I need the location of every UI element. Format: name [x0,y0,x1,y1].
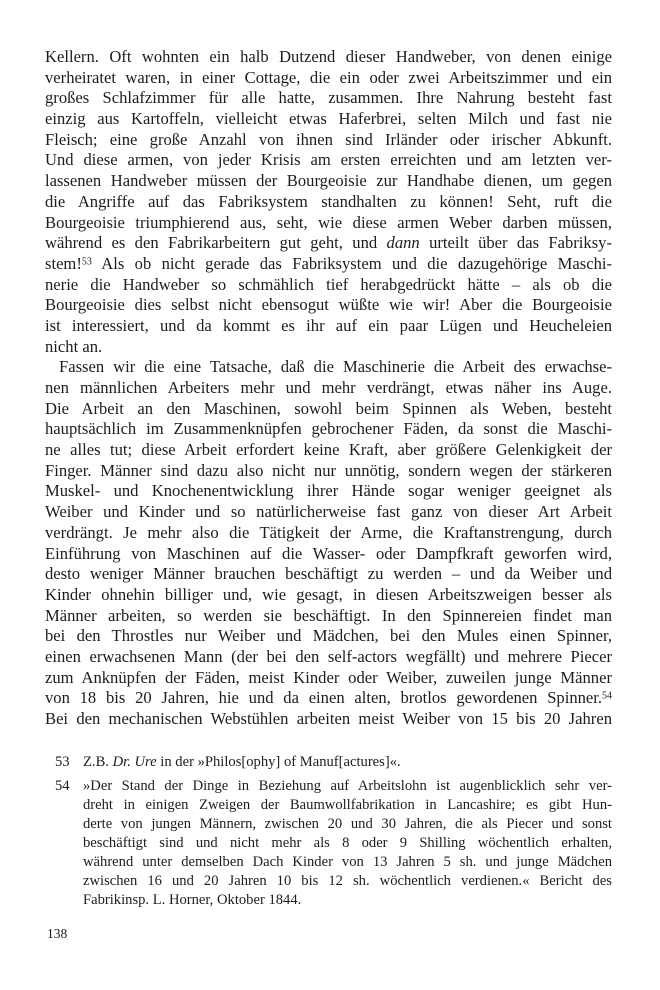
text-line: Kellern. Oft wohnten ein halb Dutzend dieser Handweber, von denen einige [45,47,612,66]
text-line: Fleisch; eine große Anzahl von ihnen sind Irländer oder irischer Abkunft. [45,129,612,149]
footnote-text [83,753,612,772]
body-text [45,47,612,730]
footnote-section [45,753,612,910]
text-line: zum Anknüpfen der Fäden, meist Kinder oder Weiber, zuweilen junge Männer [45,667,612,687]
text-line: Und diese armen, von jeder Krisis am ersten erreichten und am letzten ver- [45,150,612,170]
footnote-item [45,777,612,910]
text-line: Die Arbeit an den Maschinen, sowohl beim Spinnen als Weben, besteht [45,398,612,418]
text-line: Einführung von Maschinen auf die Wasser- oder Dampfkraft geworfen wird, [45,543,612,563]
text-line: zwischen 16 und 20 Jahren 10 bis 12 sh. wöchentlich verdienen.« Bericht des [83,873,612,889]
text-line: von 18 bis 20 Jahren, hie und da einen alten, brotlos gewordenen Spinner.$^{54}$ [45,688,612,708]
text-line: einzig aus Kartoffeln, vielleicht etwas Haferbrei, selten Milch und fast nie [45,109,612,129]
text-line: beschäftigt sind und nicht mehr als 8 oder 9 Shilling wöchentlich erhalten, [83,835,612,851]
text-line: großes Schlafzimmer für alle hatte, zusammen. Ihre Nahrung besteht fast [45,88,612,108]
text-line: stem!$^{53}$ Als ob nicht gerade das Fabriksystem und die dazugehörige Maschi- [45,253,612,273]
text-line: ist interessiert, und da kommt es ihr auf ein paar Lügen und Heucheleien [45,315,612,335]
text-line: nerie die Handweber so schmählich tief herabgedrückt hätte – als ob die [45,274,612,294]
footnote-number: 54 [55,778,70,794]
text-line: nen männlichen Arbeiters mehr und mehr verdrängt, etwas näher ins Auge. [45,378,612,397]
text-line: bei den Throstles nur Weiber und Mädchen, bei den Mules einen Spinner, [45,626,612,646]
page-number: 138 [47,926,68,941]
footnote-text [83,777,612,910]
paragraph [45,357,612,729]
text-line: Fabrikinsp. L. Horner, Oktober 1844. [83,892,302,908]
text-line: dreht in einigen Zweigen der Baumwollfabrikation in Lancashire; es gibt Hun- [83,797,612,813]
paragraph [45,47,612,357]
text-line: desto weniger Männer brauchen beschäftigt zu werden – und da Weiber und [45,564,612,584]
text-line: »Der Stand der Dinge in Beziehung auf Arbeitslohn ist augenblicklich sehr ver- [83,778,612,794]
text-line: Männer arbeiten, so werden sie beschäftigt. In den Spinnereien findet man [45,605,612,625]
text-line: Z.B. Dr. Ure in der »Philos[ophy] of Manuf[actures]«. [83,754,401,770]
text-line: Kinder ohnehin billiger und, wie gesagt, in diesen Arbeitszweigen besser als [45,584,612,604]
footnote-number: 53 [55,754,70,770]
text-line: ne alles tut; diese Arbeit erfordert keine Kraft, aber größere Gelenkigkeit der [45,440,612,460]
text-line: verheiratet waren, in einer Cottage, die ein oder zwei Arbeitszimmer und ein [45,67,612,87]
text-line: einen erwachsenen Mann (der bei den self-actors wegfällt) und mehrere Piecer [45,646,612,666]
text-line: Muskel- und Knochenentwicklung ihrer Hände sogar weniger geeignet als [45,481,612,501]
text-line: Bourgeoisie dies selbst nicht ebensogut wüßte wie wir! Aber die Bourgeoisie [45,295,612,315]
text-line: Bourgeoisie triumphierend aus, seht, wie diese armen Weber darben müssen, [45,212,612,232]
text-line: lassenen Handweber müssen der Bourgeoisie zur Handhabe dienen, um gegen [45,171,612,191]
text-line: während es den Fabrikarbeitern gut geht, und dann urteilt über das Fabriksy- [45,233,612,253]
text-line: nicht an. [45,336,103,356]
text-line: Finger. Männer sind dazu also nicht nur unnötig, sondern wegen der stärkeren [45,460,612,480]
text-line: Weiber und Kinder und so natürlicherweise fast ganz von dieser Art Arbeit [45,502,612,522]
text-line: Fassen wir die eine Tatsache, daß die Maschinerie die Arbeit des erwachse- [59,357,612,377]
text-line: hauptsächlich im Zusammenknüpfen gebrochener Fäden, da sonst die Maschi- [45,419,612,439]
text-line: Bei den mechanischen Webstühlen arbeiten meist Weiber von 15 bis 20 Jahren [45,709,612,728]
text-line: derte von jungen Männern, zwischen 20 und 30 Jahren, die als Piecer und sonst [83,816,612,832]
text-line: die Angriffe auf das Fabriksystem standhalten zu können! Seht, ruft die [45,191,612,211]
text-line: verdrängt. Je mehr also die Tätigkeit der Arme, die Kraftanstrengung, durch [45,522,612,542]
text-line: während unter demselben Dach Kinder von 13 Jahren 5 sh. und junge Mädchen [83,854,612,870]
footnote-item [45,753,612,772]
